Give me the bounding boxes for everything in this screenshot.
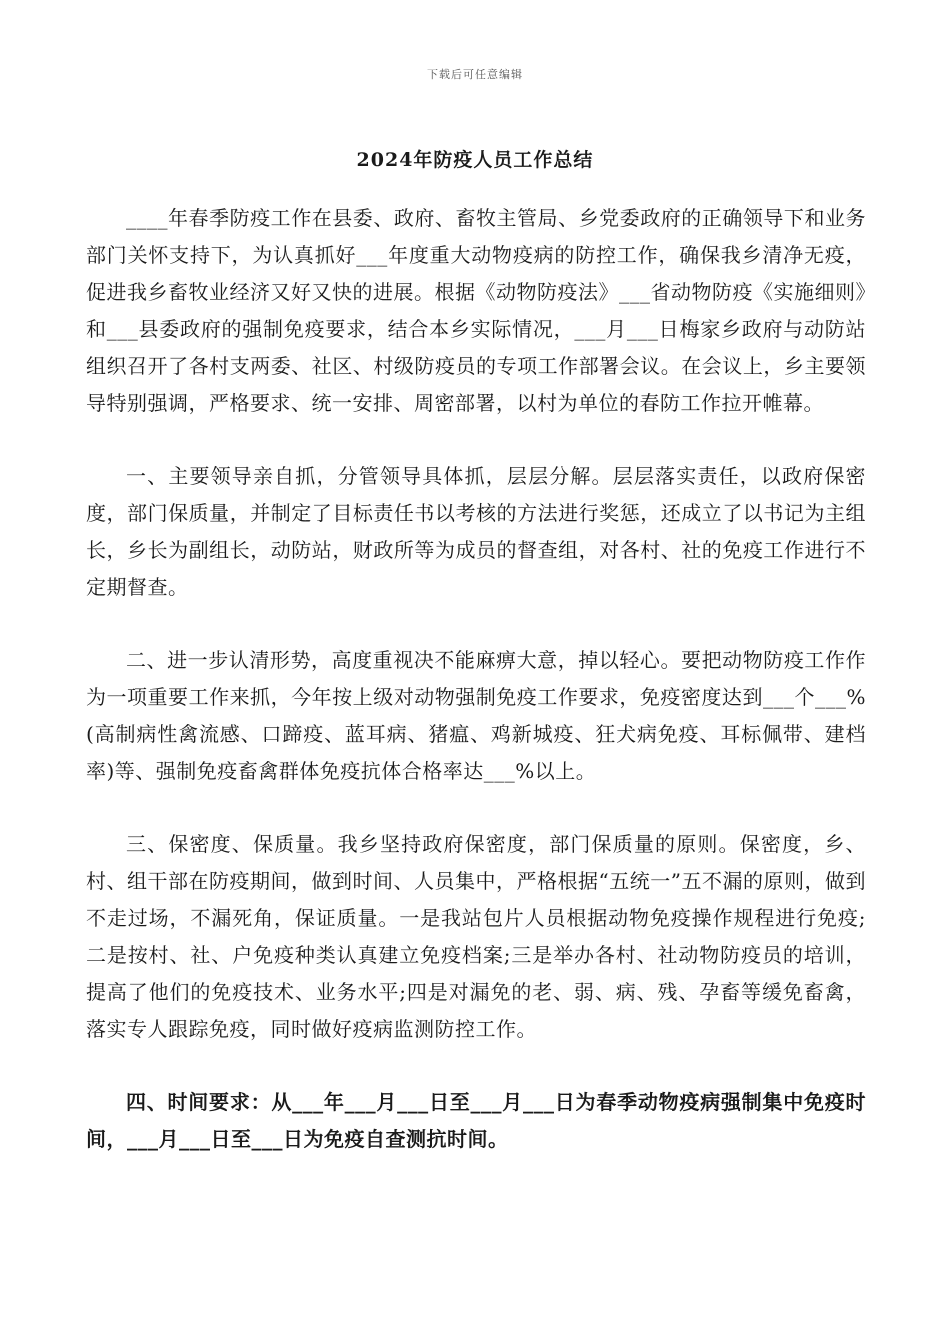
header-note: 下载后可任意编辑 xyxy=(427,68,523,81)
paragraph-section-1: 一、主要领导亲自抓，分管领导具体抓，层层分解。层层落实责任，以政府保密度，部门保质量，并制定了目标责任书以考核的方法进行奖惩，还成立了以书记为主组长，乡长为副组长，动防站，财政所等为成员的督查组，对各村、社的免疫工作进行不定期督查。 xyxy=(86,464,866,599)
document-body xyxy=(86,200,866,1194)
document-title: 2024年防疫人员工作总结 xyxy=(356,149,594,171)
paragraph-intro: ____年春季防疫工作在县委、政府、畜牧主管局、乡党委政府的正确领导下和业务部门关怀支持下，为认真抓好___年度重大动物疫病的防控工作，确保我乡清净无疫，促进我乡畜牧业经济又好又快的进展。根据《动物防疫法》___省动物防疫《实施细则》和___县委政府的强制免疫要求，结合本乡实际情况，___月___日梅家乡政府与动防站组织召开了各村支两委、社区、村级防疫员的专项工作部署会议。在会议上，乡主要领导特别强调，严格要求、统一安排、周密部署，以村为单位的春防工作拉开帷幕。 xyxy=(86,206,866,415)
paragraph-section-2: 二、进一步认清形势，高度重视决不能麻痹大意，掉以轻心。要把动物防疫工作作为一项重要工作来抓，今年按上级对动物强制免疫工作要求，免疫密度达到___个___%(高制病性禽流感、口蹄疫、蓝耳病、猪瘟、鸡新城疫、狂犬病免疫、耳标佩带、建档率)等、强制免疫畜禽群体免疫抗体合格率达___%以上。 xyxy=(86,648,866,783)
paragraph-section-3: 三、保密度、保质量。我乡坚持政府保密度，部门保质量的原则。保密度，乡、村、组干部在防疫期间，做到时间、人员集中，严格根据“五统一”五不漏的原则，做到不走过场，不漏死角，保证质量。一是我站包片人员根据动物免疫操作规程进行免疫;二是按村、社、户免疫种类认真建立免疫档案;三是举办各村、社动物防疫员的培训，提高了他们的免疫技术、业务水平;四是对漏免的老、弱、病、残、孕畜等缓免畜禽，落实专人跟踪免疫，同时做好疫病监测防控工作。 xyxy=(86,832,866,1041)
paragraph-section-4: 四、时间要求：从___年___月___日至___月___日为春季动物疫病强制集中免疫时间，___月___日至___日为免疫自查测抗时间。 xyxy=(86,1090,866,1151)
